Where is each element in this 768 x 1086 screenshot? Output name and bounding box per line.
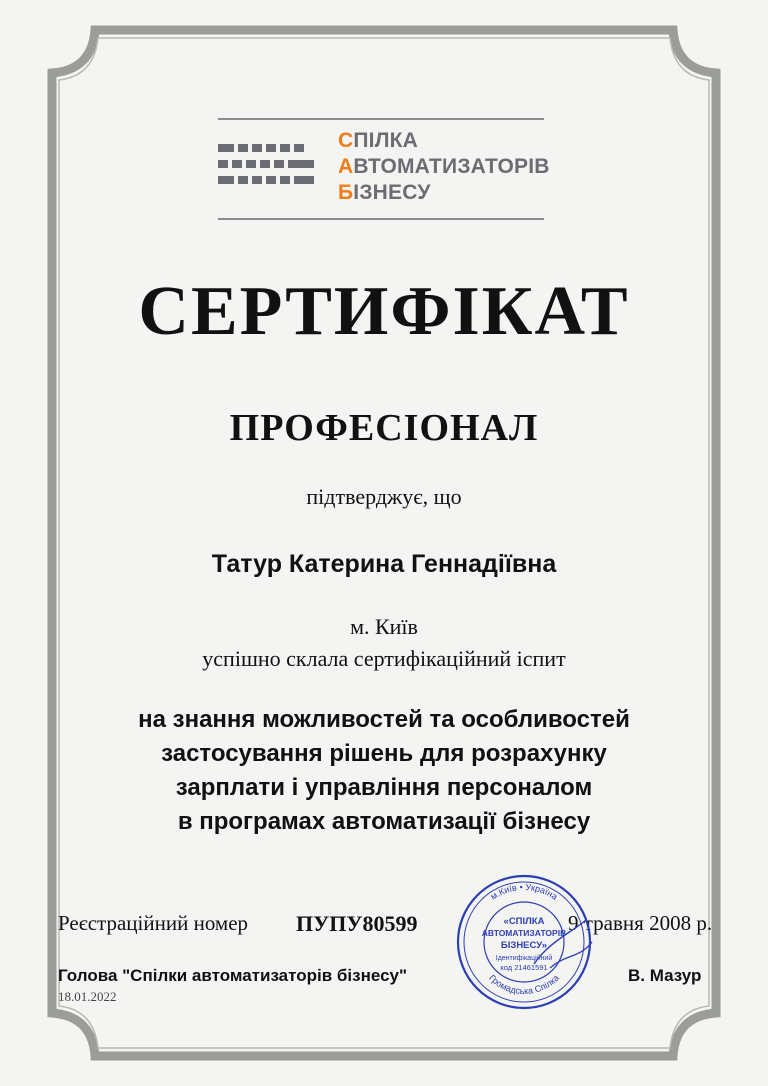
city-text: м. Київ [350,614,418,639]
issue-date: 9 травня 2008 р. [568,911,713,935]
stamp-top-text: м.Київ • Україна [488,881,560,902]
svg-text:м.Київ • Україна [489,882,560,902]
stamp-bottom-text: Громадська Спілка [487,972,561,997]
subject-line: на знання можливостей та особливостей [138,706,630,733]
exam-subject [0,703,768,839]
stamp-center-line: «СПІЛКА [503,916,545,927]
print-date: 18.01.2022 [58,989,117,1004]
svg-text:Громадська Спілка [487,973,561,996]
person-name: Татур Катерина Геннадіївна [211,550,557,578]
head-name: В. Мазур [628,966,702,985]
subject-line: в програмах автоматизації бізнесу [177,808,591,835]
keyboard-logo-icon [218,142,328,202]
logo-top-rule [218,118,544,120]
stamp-center-line: БІЗНЕСУ» [500,940,548,951]
exam-text: успішно склала сертифікаційний іспит [202,646,566,671]
logo-bottom-rule [218,218,544,220]
certificate-subtitle: ПРОФЕСІОНАЛ [229,407,539,449]
certificate-title: СЕРТИФІКАТ [138,273,630,350]
registration-label: Реєстраційний номер [58,911,249,935]
union-logo [218,118,548,222]
registration-number: ПУПУ80599 [296,911,418,936]
stamp-code-label: Ідентифікаційний [495,955,553,962]
official-stamp [454,872,594,1012]
stamp-center-line: АВТОМАТИЗАТОРІВ [481,928,567,938]
head-title: Голова "Спілки автоматизаторів бізнесу" [58,966,408,985]
logo-wordmark: СПІЛКА АВТОМАТИЗАТОРІВ БІЗНЕСУ [338,129,550,204]
stamp-code: код 21461591 [500,963,548,972]
subject-line: зарплати і управління персоналом [175,774,593,801]
confirms-text: підтверджує, що [306,484,462,509]
subject-line: застосування рішень для розрахунку [161,740,607,767]
